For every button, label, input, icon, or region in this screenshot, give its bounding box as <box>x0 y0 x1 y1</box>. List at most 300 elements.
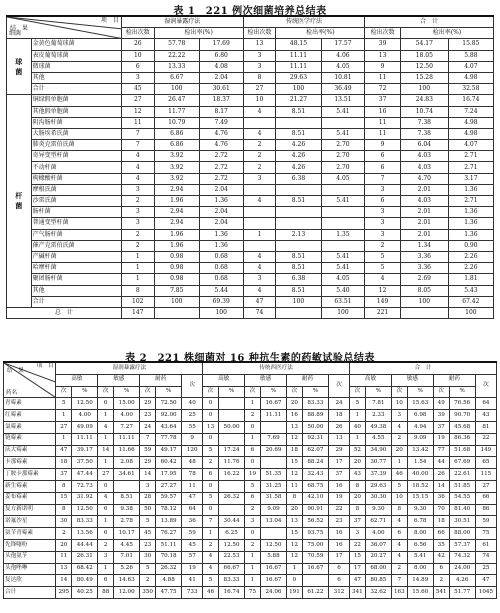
value-cell: 4.03 <box>400 151 448 162</box>
table2-row <box>4 504 497 516</box>
value-cell: 2.26 <box>448 251 493 262</box>
value-cell: 8 <box>121 285 154 296</box>
value-cell <box>276 184 321 195</box>
value-cell: 8 <box>350 504 366 516</box>
value-cell: 4 <box>121 162 154 173</box>
value-cell: 37.50 <box>72 457 98 469</box>
value-cell: 3 <box>243 50 276 61</box>
value-cell: 74 <box>475 551 496 563</box>
table2-row <box>4 469 497 481</box>
value-cell: 19 <box>328 492 349 504</box>
value-cell: 11 <box>365 128 401 139</box>
value-cell: 6.80 <box>199 50 243 61</box>
value-cell: 16 <box>287 410 303 422</box>
value-cell: 16.67 <box>260 398 286 410</box>
value-cell: 11 <box>365 72 401 83</box>
value-cell: 30 <box>140 551 156 563</box>
value-cell: 0 <box>203 398 219 410</box>
value-cell: 11 <box>365 117 401 128</box>
bacteria-name: 普通变型杆菌 <box>31 218 121 229</box>
value-cell: 7.27 <box>114 421 140 433</box>
value-cell: 1 <box>245 398 261 410</box>
value-cell: 35 <box>433 539 449 551</box>
value-cell: 5.41 <box>321 196 365 207</box>
value-cell: 20.27 <box>365 551 391 563</box>
value-cell: 19 <box>182 563 203 575</box>
value-cell: 49.09 <box>72 421 98 433</box>
value-cell: 12 <box>287 539 303 551</box>
value-cell: 36 <box>433 492 449 504</box>
unit-count: 次 <box>98 386 114 398</box>
value-cell: 4 <box>243 263 276 274</box>
total-value <box>276 307 321 318</box>
value-cell: 30.44 <box>218 516 244 528</box>
method-header: 湿润暴露疗法 <box>56 362 203 374</box>
value-cell: 11.66 <box>114 445 140 457</box>
total-value: 147 <box>121 307 154 318</box>
value-cell: 100 <box>154 84 199 95</box>
value-cell: 11.11 <box>276 61 321 72</box>
value-cell: 14.63 <box>114 575 140 587</box>
value-cell: 12 <box>287 469 303 481</box>
value-cell: 3 <box>365 184 401 195</box>
value-cell: 18.37 <box>199 95 243 106</box>
value-cell: 16 <box>365 106 401 117</box>
value-cell: 37 <box>365 95 401 106</box>
value-cell: 11.77 <box>154 106 199 117</box>
bacteria-name: 其他假单胞菌 <box>31 106 121 117</box>
value-cell: 47 <box>182 492 203 504</box>
value-cell: 61 <box>475 539 496 551</box>
value-cell: 2 <box>56 528 72 540</box>
table1-total-row <box>7 307 494 318</box>
value-cell: 0 <box>287 575 303 587</box>
value-cell: 4.45 <box>114 539 140 551</box>
value-cell: 8.51 <box>276 196 321 207</box>
value-cell: 1 <box>56 410 72 422</box>
value-cell <box>243 207 276 218</box>
value-cell: 12.50 <box>400 61 448 72</box>
value-cell: 46 <box>203 587 219 599</box>
value-cell: 80.49 <box>72 575 98 587</box>
value-cell: 0.68 <box>199 263 243 274</box>
value-cell <box>276 207 321 218</box>
value-cell: 6 <box>121 61 154 72</box>
value-cell: 49.17 <box>155 445 181 457</box>
bacteria-name: 哈摩杆菌 <box>31 263 121 274</box>
value-cell: 8.51 <box>276 106 321 117</box>
drug-name: 合计 <box>4 587 56 599</box>
bacteria-name: 铜绿假单胞菌 <box>31 95 121 106</box>
value-cell: 8 <box>56 480 72 492</box>
value-cell: 7 <box>121 140 154 151</box>
value-cell: 36 <box>182 516 203 528</box>
value-cell: 120 <box>182 445 203 457</box>
value-cell: 26.32 <box>155 563 181 575</box>
table1-row <box>7 84 494 95</box>
value-cell: 1 <box>245 563 261 575</box>
value-cell: 23 <box>140 410 156 422</box>
value-cell: 57.78 <box>154 39 199 50</box>
value-cell: 4.98 <box>448 117 493 128</box>
value-cell: 2.69 <box>400 274 448 285</box>
value-cell: 43 <box>350 469 366 481</box>
value-cell: 17 <box>350 563 366 575</box>
value-cell: 86 <box>475 504 496 516</box>
value-cell: 17.24 <box>218 445 244 457</box>
value-cell: 15 <box>287 457 303 469</box>
value-cell: 3 <box>98 551 114 563</box>
value-cell: 45 <box>182 539 203 551</box>
value-cell: 20 <box>287 398 303 410</box>
table2-row <box>4 492 497 504</box>
drug-name: 复方新诺明 <box>4 504 56 516</box>
value-cell: 24.06 <box>260 587 286 599</box>
value-cell: 75.00 <box>302 539 328 551</box>
value-cell: 2 <box>140 575 156 587</box>
value-cell: 149 <box>365 296 401 307</box>
value-cell: 18 <box>56 457 72 469</box>
table1-row <box>7 162 494 173</box>
value-cell: 39 <box>433 410 449 422</box>
value-cell: 11.11 <box>72 433 98 445</box>
table1-row <box>7 218 494 229</box>
drug-name: 先锋噻吩 <box>4 539 56 551</box>
table2-row <box>4 433 497 445</box>
value-cell: 4 <box>243 285 276 296</box>
total-count-header: 次 <box>328 374 349 398</box>
value-cell: 4.06 <box>321 50 365 61</box>
value-cell: 18 <box>287 445 303 457</box>
value-cell: 5.41 <box>407 551 433 563</box>
value-cell: 67.42 <box>448 296 493 307</box>
unit-percent: % <box>302 386 328 398</box>
sensitivity-header: 高敏 <box>203 374 245 386</box>
value-cell: 0.98 <box>154 263 199 274</box>
value-cell: 13.04 <box>260 516 286 528</box>
value-cell: 0 <box>203 433 219 445</box>
value-cell: 11 <box>121 117 154 128</box>
value-cell: 83.33 <box>72 516 98 528</box>
value-cell: 7.81 <box>365 398 391 410</box>
value-cell: 4 <box>243 128 276 139</box>
value-cell: 4 <box>365 274 401 285</box>
value-cell: 81.40 <box>449 504 475 516</box>
bacteria-name: 不动杆菌 <box>31 162 121 173</box>
value-cell: 70.59 <box>302 551 328 563</box>
value-cell: 8.17 <box>199 106 243 117</box>
value-cell: 100 <box>276 296 321 307</box>
value-cell: 7 <box>365 173 401 184</box>
value-cell: 1.36 <box>199 229 243 240</box>
value-cell: 69.39 <box>199 296 243 307</box>
value-cell: 2 <box>121 196 154 207</box>
value-cell: 2.72 <box>199 162 243 173</box>
method-header: 传统医学疗法 <box>243 16 365 28</box>
value-cell: 8 <box>391 504 407 516</box>
value-cell: 10 <box>243 95 276 106</box>
value-cell: 32.58 <box>448 84 493 95</box>
value-cell: 26 <box>328 421 349 433</box>
value-cell: 4.26 <box>276 140 321 151</box>
value-cell: 295 <box>56 587 72 599</box>
value-cell: 27 <box>121 95 154 106</box>
value-cell: 3 <box>121 72 154 83</box>
unit-count: 次 <box>391 386 407 398</box>
subheader-rate: 检出率(%) <box>154 28 243 39</box>
value-cell: 4.26 <box>276 162 321 173</box>
value-cell: 1.96 <box>154 229 199 240</box>
value-cell: 20 <box>287 504 303 516</box>
value-cell: 4 <box>98 421 114 433</box>
value-cell: 4 <box>391 516 407 528</box>
value-cell: 54.17 <box>400 39 448 50</box>
value-cell: 7 <box>203 516 219 528</box>
value-cell: 16.67 <box>260 563 286 575</box>
value-cell: 43 <box>475 410 496 422</box>
value-cell: 4.55 <box>365 433 391 445</box>
value-cell: 5.43 <box>448 285 493 296</box>
value-cell: 13.56 <box>72 528 98 540</box>
bacteria-name: 肺炎克雷伯氏菌 <box>31 140 121 151</box>
value-cell: 16 <box>328 480 349 492</box>
value-cell: 11 <box>287 480 303 492</box>
value-cell: 14 <box>140 469 156 481</box>
value-cell: 61.22 <box>302 587 328 599</box>
table1-row <box>7 263 494 274</box>
value-cell: 29 <box>328 445 349 457</box>
value-cell: 55 <box>182 421 203 433</box>
value-cell: 2.33 <box>365 410 391 422</box>
value-cell: 78 <box>182 469 203 481</box>
table2-row <box>4 480 497 492</box>
value-cell: 2 <box>203 539 219 551</box>
value-cell: 68.75 <box>302 480 328 492</box>
drug-name: 诺氟沙星 <box>4 516 56 528</box>
value-cell: 68.00 <box>365 563 391 575</box>
value-cell: 37 <box>433 421 449 433</box>
value-cell: 2.26 <box>448 263 493 274</box>
value-cell: 23 <box>140 539 156 551</box>
sensitivity-header: 高敏 <box>350 374 392 386</box>
value-cell: 5 <box>203 445 219 457</box>
value-cell: 2.01 <box>400 207 448 218</box>
value-cell: 4 <box>391 551 407 563</box>
value-cell: 37 <box>350 516 366 528</box>
value-cell: 11 <box>182 480 203 492</box>
value-cell: 149 <box>475 445 496 457</box>
bacteria-name: 摩根氏菌 <box>31 184 121 195</box>
value-cell: 2.04 <box>199 72 243 83</box>
value-cell: 22 <box>350 539 366 551</box>
bacteria-name: 枸橼酸杆菌 <box>31 173 121 184</box>
value-cell: 78.12 <box>155 504 181 516</box>
value-cell: 12.50 <box>218 539 244 551</box>
value-cell: 11.11 <box>276 50 321 61</box>
bacteria-name: 产气肠杆菌 <box>31 229 121 240</box>
value-cell: 6 <box>328 575 349 587</box>
value-cell: 8 <box>350 480 366 492</box>
value-cell: 7.24 <box>448 106 493 117</box>
value-cell: 37.39 <box>365 469 391 481</box>
value-cell: 15.60 <box>407 587 433 599</box>
value-cell: 13 <box>203 421 219 433</box>
value-cell: 4.05 <box>321 61 365 72</box>
value-cell: 20 <box>350 457 366 469</box>
corner-bacteria-label: 细菌 <box>9 30 22 38</box>
value-cell: 22.53 <box>218 551 244 563</box>
value-cell: 2.71 <box>448 151 493 162</box>
table2-row <box>4 575 497 587</box>
value-cell: 24.00 <box>449 563 475 575</box>
value-cell: 6.04 <box>400 140 448 151</box>
unit-count: 次 <box>350 386 366 398</box>
drug-name: 卡那霉素 <box>4 457 56 469</box>
value-cell: 10 <box>121 50 154 61</box>
value-cell: 7 <box>391 575 407 587</box>
table1-row <box>7 251 494 262</box>
value-cell: 6.56 <box>407 539 433 551</box>
value-cell: 23 <box>328 516 349 528</box>
value-cell: 6.86 <box>154 140 199 151</box>
sensitivity-header: 敏感 <box>391 374 433 386</box>
value-cell: 6 <box>98 398 114 410</box>
value-cell: 3.17 <box>448 173 493 184</box>
value-cell: 66.67 <box>218 563 244 575</box>
value-cell: 2 <box>391 563 407 575</box>
value-cell: 8 <box>56 504 72 516</box>
value-cell: 7.49 <box>199 117 243 128</box>
value-cell: 68.42 <box>72 563 98 575</box>
value-cell: 2 <box>243 151 276 162</box>
table2-row <box>4 563 497 575</box>
value-cell: 43.64 <box>155 421 181 433</box>
value-cell: 5 <box>140 516 156 528</box>
value-cell: 15.63 <box>407 398 433 410</box>
bacteria-name: 催产克雷伯氏菌 <box>31 240 121 251</box>
value-cell: 26.31 <box>72 551 98 563</box>
value-cell: 26.47 <box>154 95 199 106</box>
total-value: 221 <box>365 307 401 318</box>
table1-row <box>7 151 494 162</box>
value-cell: 4.94 <box>407 421 433 433</box>
subheader-count: 检出次数 <box>121 28 154 39</box>
value-cell: 21.27 <box>276 95 321 106</box>
value-cell: 3 <box>391 410 407 422</box>
value-cell: 37 <box>328 469 349 481</box>
total-value: 100 <box>448 307 493 318</box>
value-cell: 9.30 <box>407 504 433 516</box>
value-cell: 6.86 <box>154 128 199 139</box>
value-cell: 4.98 <box>448 128 493 139</box>
unit-percent: % <box>114 386 140 398</box>
drug-name: 头孢氨苄 <box>4 551 56 563</box>
value-cell: 1 <box>56 433 72 445</box>
value-cell: 1.36 <box>448 184 493 195</box>
value-cell: 40 <box>350 421 366 433</box>
drug-name: 庆大霉素 <box>4 445 56 457</box>
value-cell: 1 <box>203 528 219 540</box>
value-cell: 1.36 <box>448 207 493 218</box>
value-cell: 0 <box>245 528 261 540</box>
value-cell: 7.38 <box>400 117 448 128</box>
value-cell: 4.00 <box>365 528 391 540</box>
value-cell: 2 <box>245 410 261 422</box>
value-cell: 3.92 <box>154 151 199 162</box>
value-cell: 60.42 <box>155 457 181 469</box>
value-cell: 2.04 <box>199 184 243 195</box>
table1-row <box>7 296 494 307</box>
value-cell: 8.00 <box>407 563 433 575</box>
value-cell: 17 <box>328 551 349 563</box>
value-cell: 32.62 <box>365 587 391 599</box>
value-cell: 3 <box>121 218 154 229</box>
sensitivity-header: 耐药 <box>287 374 329 386</box>
value-cell: 5.41 <box>321 263 365 274</box>
value-cell: 6 <box>433 563 449 575</box>
value-cell: 51.35 <box>260 469 286 481</box>
subheader-count: 检出次数 <box>243 28 276 39</box>
value-cell: 17.57 <box>321 39 365 50</box>
value-cell: 25 <box>182 410 203 422</box>
value-cell: 19 <box>433 433 449 445</box>
value-cell: 22.61 <box>449 469 475 481</box>
value-cell: 12.50 <box>72 398 98 410</box>
drug-name: 链霉素 <box>4 433 56 445</box>
value-cell: 2 <box>245 539 261 551</box>
value-cell: 6 <box>98 528 114 540</box>
value-cell: 6 <box>203 469 219 481</box>
value-cell: 2.01 <box>400 218 448 229</box>
value-cell: 4 <box>121 151 154 162</box>
value-cell: 0.98 <box>154 274 199 285</box>
value-cell: 5 <box>203 492 219 504</box>
value-cell: 13 <box>243 39 276 50</box>
value-cell: 4.03 <box>400 196 448 207</box>
value-cell: 6 <box>365 151 401 162</box>
value-cell: 4.03 <box>400 162 448 173</box>
value-cell: 0 <box>245 421 261 433</box>
value-cell <box>218 433 244 445</box>
value-cell: 12.50 <box>72 504 98 516</box>
value-cell: 25 <box>475 563 496 575</box>
value-cell: 15 <box>287 528 303 540</box>
value-cell <box>321 240 365 251</box>
value-cell: 88.24 <box>302 457 328 469</box>
value-cell: 31.58 <box>260 492 286 504</box>
value-cell <box>218 410 244 422</box>
value-cell: 70 <box>433 504 449 516</box>
value-cell: 1 <box>121 251 154 262</box>
value-cell <box>276 240 321 251</box>
bacteria-name: 聚团肠杆菌 <box>31 274 121 285</box>
value-cell: 16 <box>328 528 349 540</box>
value-cell: 3 <box>243 61 276 72</box>
value-cell: 62.07 <box>302 445 328 457</box>
total-count-header: 次 <box>475 374 496 398</box>
value-cell: 17 <box>328 457 349 469</box>
value-cell: 100 <box>400 84 448 95</box>
value-cell: 92.31 <box>302 433 328 445</box>
total-value <box>400 307 448 318</box>
value-cell: 74.32 <box>449 551 475 563</box>
value-cell: 0 <box>203 410 219 422</box>
corner-header-cell <box>7 16 122 39</box>
value-cell: 3 <box>365 207 401 218</box>
value-cell: 312 <box>328 587 349 599</box>
value-cell: 2.04 <box>199 207 243 218</box>
table1-row <box>7 72 494 83</box>
